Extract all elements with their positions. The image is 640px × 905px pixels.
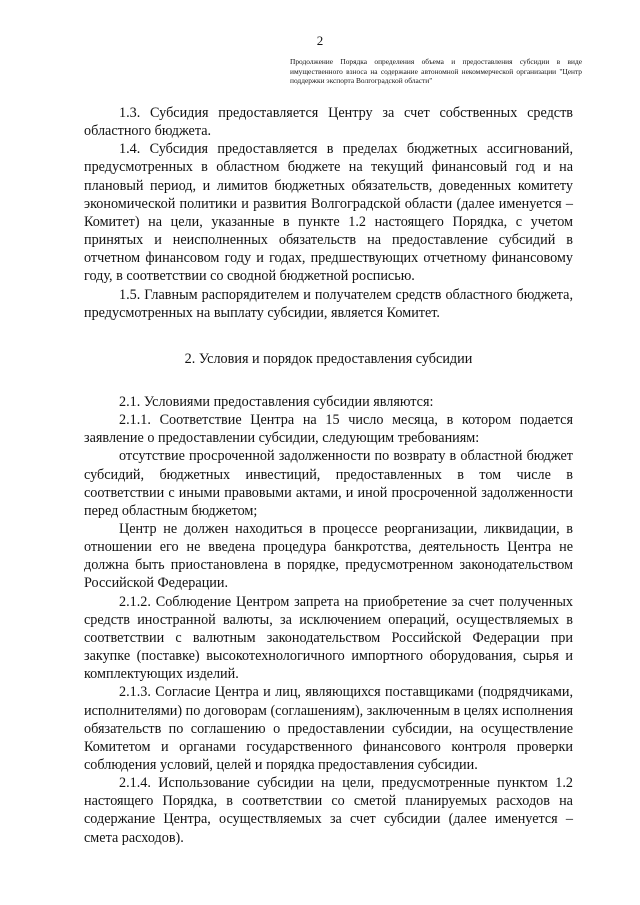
paragraph-2-1-1: 2.1.1. Соответствие Центра на 15 число месяца, в котором подается заявление о предоставлении субсидии, следующим требованиям: [84,412,573,447]
paragraph-1-4: 1.4. Субсидия предоставляется в пределах бюджетных ассигнований, предусмотренных в областном бюджете на текущий финансовый год и на плановый период, и лимитов бюджетных обязательств, доведенных комитету экономической политики и развития Волгоградской области (далее именуется – Комитет) на цели, указанные в пункте 1.2 настоящего Порядка, с учетом принятых и неисполненных обязательств на предоставление субсидий в отчетном финансовом году и годах, предшествующих отчетному финансовому году, в соответствии со сводной бюджетной росписью. [84,141,573,285]
document-body [84,104,573,847]
paragraph-requirement-debt: отсутствие просроченной задолженности по возврату в областной бюджет субсидий, бюджетных инвестиций, предоставленных в том числе в соответствии с иными правовыми актами, и иной просроченной задолженности перед областным бюджетом; [84,448,573,519]
paragraph-2-1-3: 2.1.3. Согласие Центра и лиц, являющихся поставщиками (подрядчиками, исполнителями) по договорам (соглашениям), заключенным в целях исполнения обязательств по соглашению о предоставлении субсидии, на осуществление Комитетом и органами государственного финансового контроля проверки соблюдения условий, целей и порядка предоставления субсидии. [84,684,573,773]
paragraph-2-1-4: 2.1.4. Использование субсидии на цели, предусмотренные пунктом 1.2 настоящего Порядка, в соответствии со сметой планируемых расходов на содержание Центра, осуществляемых за счет субсидии (далее именуется – смета расходов). [84,775,573,846]
header-note: Продолжение Порядка определения объема и предоставления субсидии в виде имущественного взноса на содержание автономной некоммерческой организации "Центр поддержки экспорта Волгоградской области" [290,57,582,86]
paragraph-1-5: 1.5. Главным распорядителем и получателем средств областного бюджета, предусмотренных на выплату субсидии, является Комитет. [84,286,573,321]
paragraph-1-3: 1.3. Субсидия предоставляется Центру за счет собственных средств областного бюджета. [84,105,573,140]
paragraph-2-1-2: 2.1.2. Соблюдение Центром запрета на приобретение за счет полученных средств иностранной валюты, за исключением операций, осуществляемых в соответствии с валютным законодательством Российской Федерации при закупке (поставке) высокотехнологичного импортного оборудования, сырья и комплектующих изделий. [84,593,573,683]
paragraph-requirement-reorganization: Центр не должен находиться в процессе реорганизации, ликвидации, в отношении его не введена процедура банкротства, деятельность Центра не должна быть приостановлена в порядке, предусмотренном законодательством Российской Федерации. [84,520,573,592]
page-number: 2 [316,33,324,48]
section-title: 2. Условия и порядок предоставления субсидии [184,350,473,367]
paragraph-2-1: 2.1. Условиями предоставления субсидии являются: [119,393,434,410]
